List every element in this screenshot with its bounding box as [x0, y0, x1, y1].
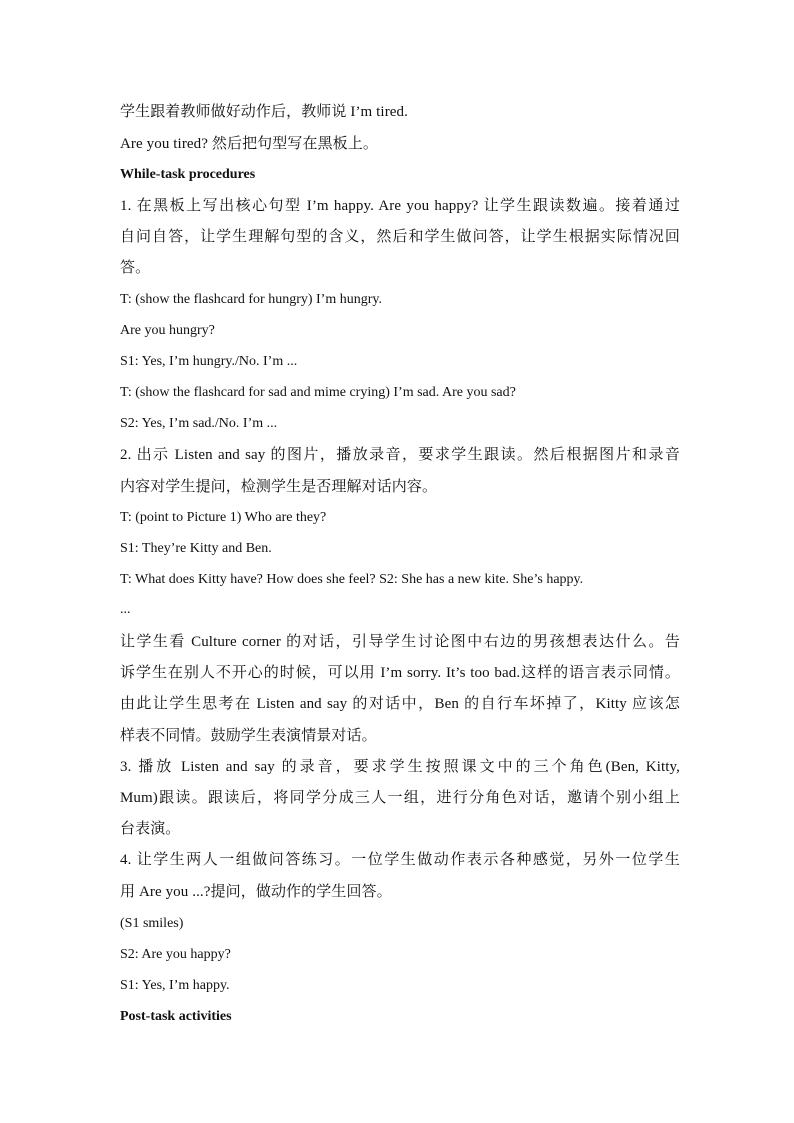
text-line: 诉学生在别人不开心的时候，可以用 I’m sorry. It’s too bad.这样的语言表示同情。: [120, 665, 680, 681]
text-line: Mum)跟读。跟读后，将同学分成三人一组，进行分角色对话，邀请个别小组上: [120, 790, 680, 806]
text-line: Are you hungry?: [120, 323, 215, 338]
section-heading-while-task: While-task procedures: [120, 167, 256, 182]
text-line: ...: [120, 602, 131, 617]
text-line: 样表不同情。鼓励学生表演情景对话。: [120, 728, 377, 744]
text-line: 由此让学生思考在 Listen and say 的对话中，Ben 的自行车坏掉了，Kitty 应该怎: [120, 696, 680, 712]
text-line: Are you tired? 然后把句型写在黑板上。: [120, 136, 378, 152]
text-line: 内容对学生提问，检测学生是否理解对话内容。: [120, 479, 438, 495]
text-line: S1: Yes, I’m happy.: [120, 978, 230, 993]
text-line: 自问自答，让学生理解句型的含义，然后和学生做问答，让学生根据实际情况回: [120, 229, 680, 245]
text-line: (S1 smiles): [120, 916, 184, 931]
text-line: 2. 出示 Listen and say 的图片，播放录音，要求学生跟读。然后根据图片和录音: [120, 447, 680, 463]
text-line: 4. 让学生两人一组做问答练习。一位学生做动作表示各种感觉，另外一位学生: [120, 852, 680, 868]
text-line: S1: They’re Kitty and Ben.: [120, 541, 272, 556]
text-line: T: What does Kitty have? How does she feel? S2: She has a new kite. She’s happy.: [120, 572, 584, 587]
text-line: T: (show the flashcard for sad and mime crying) I’m sad. Are you sad?: [120, 385, 516, 400]
text-line: 用 Are you ...?提问，做动作的学生回答。: [120, 884, 392, 900]
text-line: 答。: [120, 260, 151, 276]
text-line: 3. 播放 Listen and say 的录音，要求学生按照课文中的三个角色(Ben, Kitty,: [120, 759, 680, 775]
text-line: 学生跟着教师做好动作后，教师说 I’m tired.: [120, 104, 408, 120]
text-line: 台表演。: [120, 821, 181, 837]
text-line: 1. 在黑板上写出核心句型 I’m happy. Are you happy? 让学生跟读数遍。接着通过: [120, 198, 680, 214]
text-line: T: (point to Picture 1) Who are they?: [120, 510, 327, 525]
document-page: [120, 0, 680, 1123]
text-line: S1: Yes, I’m hungry./No. I’m ...: [120, 354, 298, 369]
text-line: T: (show the flashcard for hungry) I’m hungry.: [120, 292, 382, 307]
section-heading-post-task: Post-task activities: [120, 1009, 232, 1024]
text-line: 让学生看 Culture corner 的对话，引导学生讨论图中右边的男孩想表达什么。告: [120, 634, 680, 650]
text-line: S2: Are you happy?: [120, 947, 231, 962]
text-line: S2: Yes, I’m sad./No. I’m ...: [120, 416, 278, 431]
